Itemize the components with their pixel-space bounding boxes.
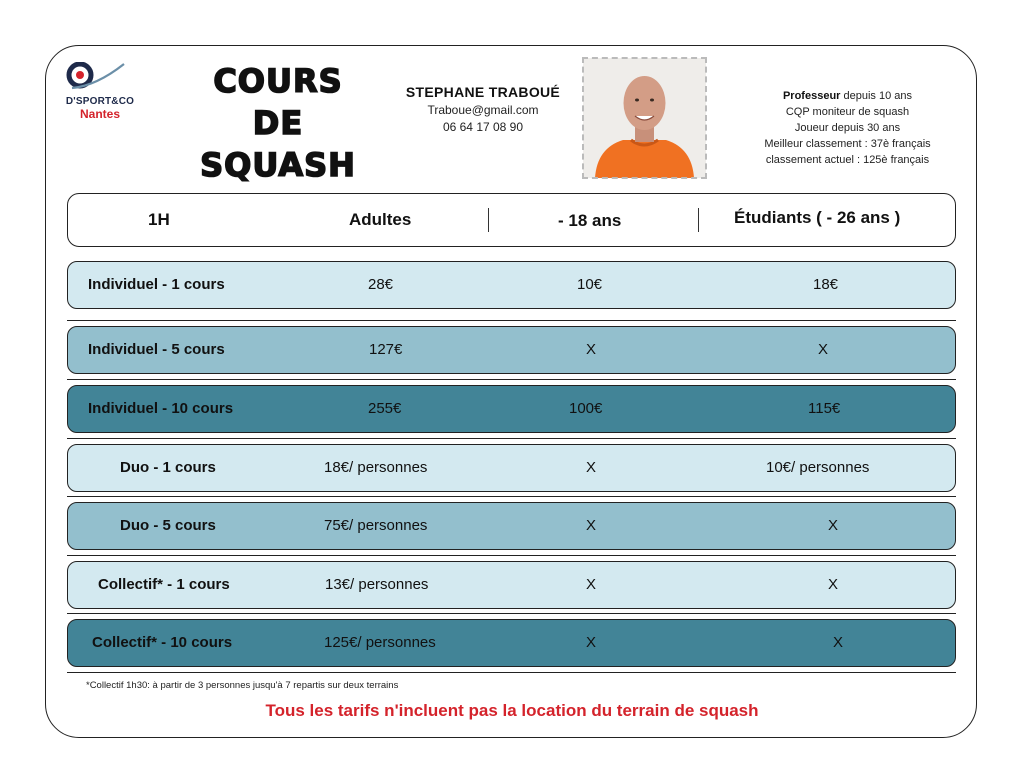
- title-line-1: COURS: [213, 62, 343, 100]
- contact-block: [398, 84, 568, 134]
- price-minors: X: [586, 576, 597, 593]
- coach-photo: [583, 58, 706, 178]
- row-label: Individuel - 10 cours: [88, 400, 234, 417]
- price-students: X: [818, 341, 829, 358]
- logo-city: Nantes: [79, 107, 120, 121]
- coach-email: Traboue@gmail.com: [427, 103, 539, 117]
- coach-name: STEPHANE TRABOUÉ: [405, 84, 561, 100]
- row-divider: [67, 496, 956, 497]
- price-minors: 10€: [577, 276, 603, 293]
- header-divider: [698, 208, 699, 232]
- row-label: Duo - 5 cours: [120, 517, 216, 534]
- header-divider: [488, 208, 489, 232]
- header-students: Étudiants ( - 26 ans ): [734, 208, 901, 227]
- price-row: [67, 619, 956, 667]
- header-minors: - 18 ans: [558, 211, 622, 230]
- info-line-2: CQP moniteur de squash: [785, 106, 910, 118]
- info-line-1: [740, 88, 955, 104]
- price-row: [67, 502, 956, 550]
- info-line-5: classement actuel : 125è français: [765, 154, 930, 166]
- pricing-notice: Tous les tarifs n'incluent pas la location du terrain de squash: [265, 701, 759, 720]
- row-label: Collectif* - 1 cours: [98, 576, 230, 593]
- coach-info: [740, 88, 955, 168]
- price-adults: 28€: [368, 276, 394, 293]
- price-minors: X: [586, 341, 597, 358]
- header-adults: Adultes: [349, 210, 412, 229]
- info-line-4: Meilleur classement : 37è français: [764, 138, 931, 150]
- price-adults: 127€: [369, 341, 403, 358]
- row-divider: [67, 555, 956, 556]
- price-row: [67, 385, 956, 433]
- coach-phone: 06 64 17 08 90: [442, 120, 524, 134]
- title-line-2: DE: [252, 104, 304, 142]
- row-divider: [67, 672, 956, 673]
- price-adults: 75€/ personnes: [324, 517, 428, 534]
- price-students: 10€/ personnes: [766, 459, 870, 476]
- row-divider: [67, 379, 956, 380]
- row-label: Collectif* - 10 cours: [92, 634, 233, 651]
- row-label: Individuel - 5 cours: [88, 341, 225, 358]
- price-students: X: [833, 634, 844, 651]
- header-duration: 1H: [148, 210, 170, 229]
- price-students: X: [828, 576, 839, 593]
- price-students: 115€: [808, 400, 841, 417]
- row-divider: [67, 438, 956, 439]
- row-label: Individuel - 1 cours: [88, 276, 225, 293]
- coach-portrait-icon: [583, 58, 706, 178]
- footnote: *Collectif 1h30: à partir de 3 personnes jusqu'à 7 repartis sur deux terrains: [86, 680, 399, 691]
- logo-mark-icon: [66, 62, 130, 96]
- price-row: [67, 261, 956, 309]
- info-line-1-rest: depuis 10 ans: [840, 90, 913, 102]
- price-table-header: [67, 193, 956, 247]
- price-row: [67, 444, 956, 492]
- logo: [62, 62, 142, 122]
- price-adults: 255€: [368, 400, 402, 417]
- row-label: Duo - 1 cours: [120, 459, 216, 476]
- price-adults: 18€/ personnes: [324, 459, 428, 476]
- logo-brand: D'SPORT&CO: [65, 96, 135, 107]
- title-line-3: SQUASH: [200, 146, 356, 184]
- info-line-1-bold: Professeur: [782, 90, 841, 102]
- row-divider: [67, 613, 956, 614]
- price-row: [67, 326, 956, 374]
- price-adults: 125€/ personnes: [324, 634, 436, 651]
- price-minors: X: [586, 517, 597, 534]
- page-title: [178, 60, 378, 186]
- price-adults: 13€/ personnes: [325, 576, 429, 593]
- price-minors: X: [586, 634, 597, 651]
- price-students: 18€: [813, 276, 839, 293]
- price-students: X: [828, 517, 839, 534]
- price-minors: X: [586, 459, 597, 476]
- price-row: [67, 561, 956, 609]
- price-minors: 100€: [569, 400, 603, 417]
- info-line-3: Joueur depuis 30 ans: [794, 122, 901, 134]
- row-divider: [67, 320, 956, 321]
